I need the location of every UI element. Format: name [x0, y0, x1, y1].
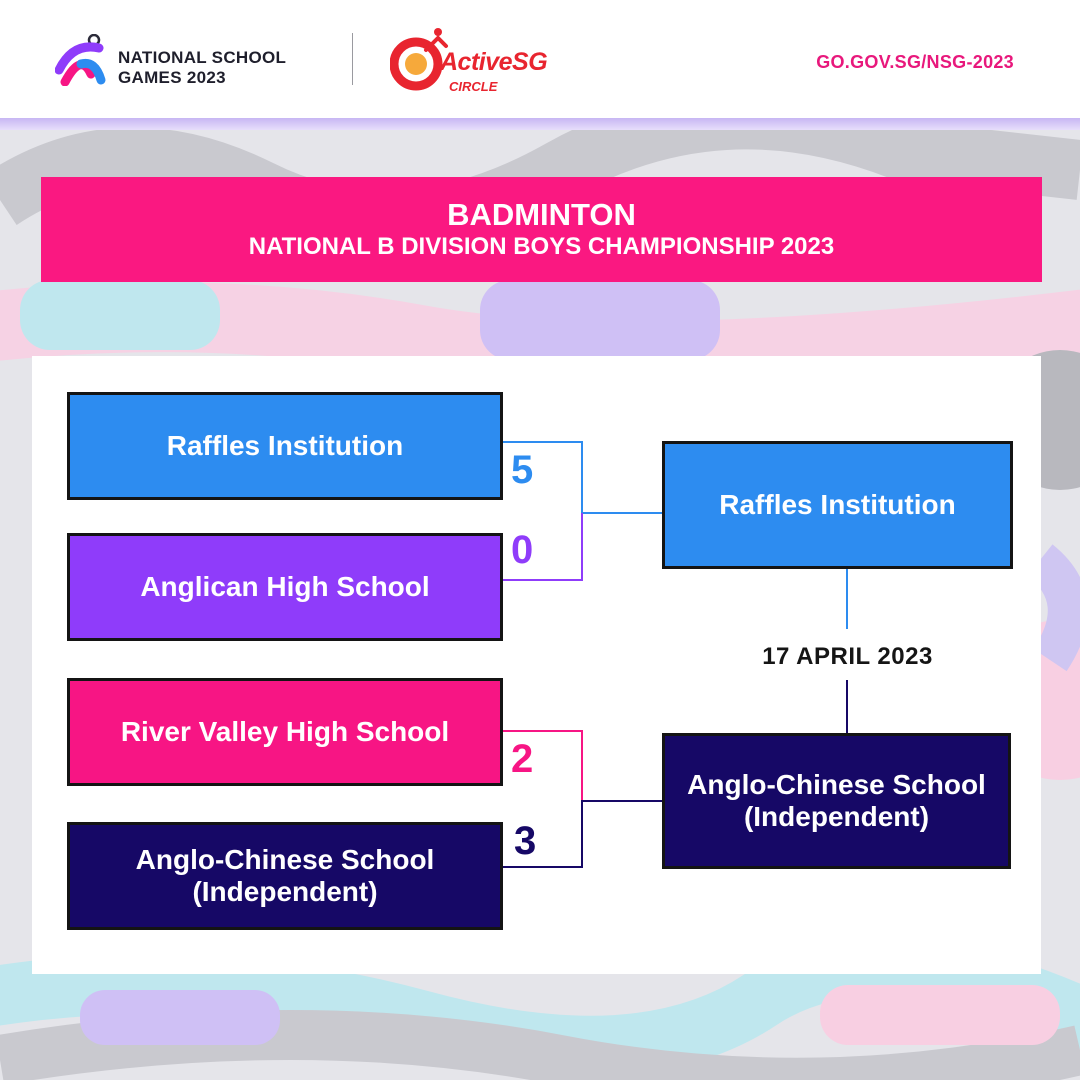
connector-line	[581, 800, 583, 868]
sf2-team-a-name: River Valley High School	[120, 716, 450, 747]
sf2-team-a-box	[67, 678, 503, 786]
nsg-logo-line2: GAMES 2023	[118, 68, 226, 87]
nsg-logo-line1: NATIONAL SCHOOL	[118, 48, 287, 67]
final-team-bottom-box	[662, 733, 1011, 869]
connector-line	[502, 730, 583, 732]
connector-line	[502, 866, 583, 868]
sf1-score-b: 0	[511, 528, 534, 572]
connector-line	[581, 513, 583, 581]
title-banner	[41, 177, 1042, 282]
sport-title: BADMINTON	[447, 197, 636, 232]
connector-line	[502, 441, 583, 443]
final-team-bottom-name-line1: Anglo-Chinese School	[687, 769, 986, 800]
sf1-score-a: 5	[511, 448, 534, 492]
event-title: NATIONAL B DIVISION BOYS CHAMPIONSHIP 2023	[248, 233, 835, 260]
nsg-url-link[interactable]: GO.GOV.SG/NSG-2023	[816, 52, 1014, 72]
final-date: 17 APRIL 2023	[762, 643, 933, 670]
final-team-bottom-name-line2: (Independent)	[743, 801, 930, 832]
connector-line	[583, 800, 663, 802]
header-bar	[0, 0, 1080, 118]
connector-line	[583, 512, 663, 514]
header-divider	[352, 33, 353, 85]
activesg-circle-label: CIRCLE	[449, 79, 498, 94]
connector-line	[846, 680, 848, 735]
sf2-score-b: 3	[514, 819, 537, 863]
sf2-team-b-name-line2: (Independent)	[192, 876, 378, 907]
final-team-top-box	[662, 441, 1013, 569]
sf1-team-a-name: Raffles Institution	[166, 430, 404, 461]
sf2-score-a: 2	[511, 737, 534, 781]
connector-line	[581, 441, 583, 513]
nsg-logo-icon	[55, 34, 113, 86]
sf2-team-b-box	[67, 822, 503, 930]
final-team-top-name: Raffles Institution	[719, 489, 956, 520]
connector-line	[502, 579, 583, 581]
nsg-logo-text	[118, 48, 286, 88]
activesg-name: ActiveSG	[440, 48, 548, 76]
connector-line	[846, 569, 848, 629]
sf1-team-b-box	[67, 533, 503, 641]
sf1-team-b-name: Anglican High School	[140, 571, 430, 602]
sf2-team-b-name-line1: Anglo-Chinese School	[135, 844, 435, 875]
connector-line	[581, 730, 583, 800]
header-stripe	[0, 118, 1080, 130]
sf1-team-a-box	[67, 392, 503, 500]
